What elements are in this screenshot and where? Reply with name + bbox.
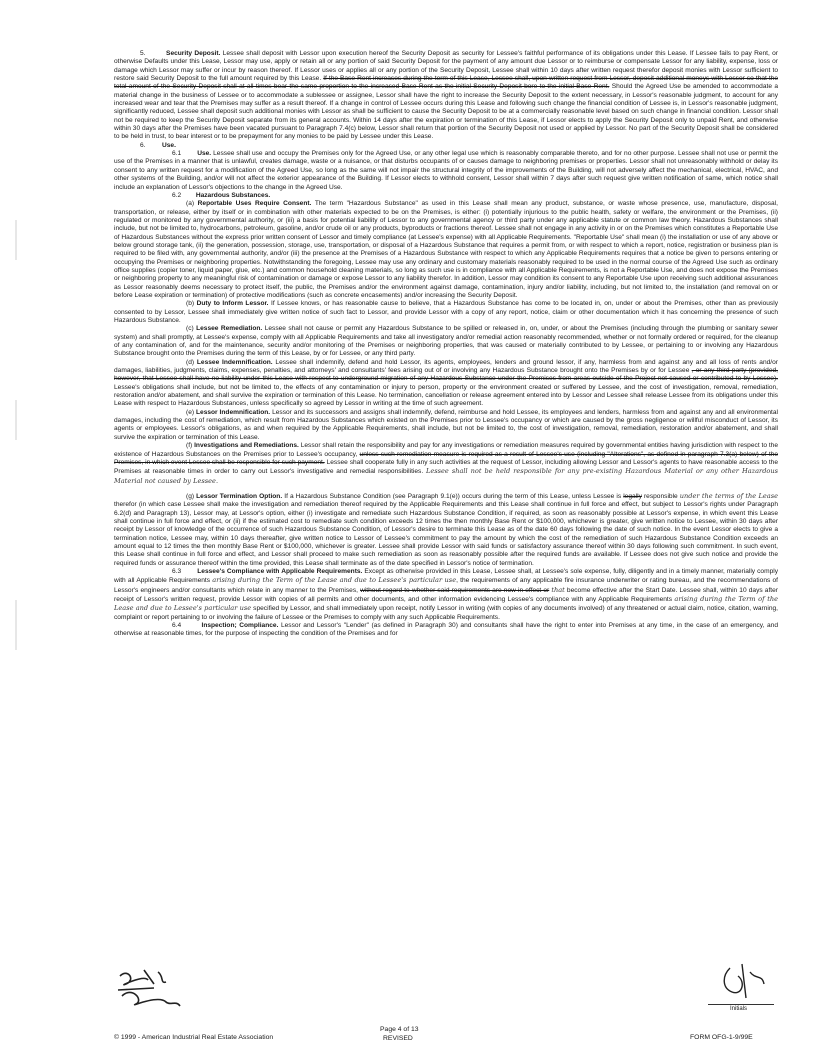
paragraph-text: Lessee shall use and occupy the Premises only for the Agreed Use, or any other legal use which is reasonably comparable thereto, and for no other purpose. Lessee shall not use or permit the use of the Premises in a manner that is unlawful, creates damage, waste or a nuisance, or that disturbs occupants of or causes damage to neighboring premises or properties. Lessor shall not unreasonably withhold or delay its consent to any written request for a modification of the Agreed Use, so long as the same will not impair the structural integrity of the improvements of the Building, will not adversely affect the mechanical, electrical, HVAC, and other systems of the Building, and/or will not affect the exterior appearance of the Building. If Lessor elects to withhold consent, Lessor shall within 7 days after such request give written notification of same, which notice shall include an explanation of Lessor's objections to the change in the Agreed Use. (114, 150, 779, 191)
paragraph-6-1 (114, 150, 778, 192)
paragraph-6-4 (114, 622, 778, 639)
subparagraph-text: Lessee shall cooperate fully in any such activities at the request of Lessor, including allowing Lessor and Lessor's agents to have reasonable access to the Premises at reasonable times in order to carry out Lessor's investigative and remedial responsibilities. (114, 458, 778, 476)
form-number: FORM OFG-1-9/99E (690, 1034, 753, 1041)
subparagraph-text: If a Hazardous Substance Condition (see Paragraph 9.1(e)) occurs during the term of this Lease, unless Lessee is (284, 492, 622, 500)
paragraph-text: become effective after the Start Date. Lessee shall, within 10 days after receipt of Lessor's written request, provide Lessor with copies of all permits and other documents, and other information evidencing Lessee's compliance with any Applicable Requirements (114, 586, 778, 603)
subparagraph-label: (b) (186, 300, 195, 308)
lessee-initials-signature (114, 966, 184, 1012)
paragraph-text: , the requirements of any applicable fire insurance underwriter or rating bureau, and the recommendations of Lessor's engineers and/or consultants which relate in any manner to the Premises, (114, 577, 778, 594)
paragraph-title: Inspection; Compliance. (201, 622, 279, 630)
initials-label: Initials (730, 1006, 748, 1012)
paragraph-text: Except as otherwise provided in this Lease, Lessee shall, at Lessee's sole expense, fully, diligently and in a timely manner, materially comply with all Applicable Requirements (114, 567, 778, 585)
handwritten-insertion: arising during the Term of the Lease and due to Lessee's particular use (114, 595, 778, 613)
subparagraph-title: Reportable Uses Require Consent. (197, 200, 312, 208)
subparagraph-title: Lessee Indemnification. (196, 358, 273, 366)
struck-text: without regard to whether said requirements are now in effect or (360, 586, 550, 594)
paragraph-number: 6.2 (172, 191, 182, 199)
handwritten-insertion: arising during the Term of the Lease and due to Lessee's particular use (212, 576, 457, 585)
section-number: 6. (140, 141, 146, 149)
paragraph-number: 6.4 (172, 622, 182, 630)
revised-label: REVISED (383, 1035, 413, 1042)
paragraph-6-2-d (114, 359, 778, 409)
subparagraph-text: therefor (in which case Lessee shall make the investigation and remediation thereof required by the Applicable Requirements and this Lease shall continue in full force and effect, but subject to Lessor's rights under Paragraph 6.2(d) and Paragraph 13), Lessor may, at Lessor's option, either (i) investigate and remediate such Hazardous Substance Condition, if required, as soon as reasonably possible at Lessor's expense, in which event this Lease shall continue in full force and effect, or (ii) if the estimated cost to remediate such condition exceeds 12 times the then monthly Base Rent or $100,000, whichever is greater, give written notice to Lessee, within 30 days after receipt by Lessor of knowledge of the occurrence of such Hazardous Substance Condition, of Lessor's desire to terminate this Lease as of the date 60 days following the date of such notice. In the event Lessor elects to give a termination notice, Lessee may, within 10 days thereafter, give written notice to Lessor of Lessee's commitment to pay the amount by which the cost of the remediation of such Hazardous Substance Condition exceeds an amount equal to 12 times the then monthly Base Rent or $100,000, whichever is greater. Lessee shall provide Lessor with said funds or satisfactory assurance thereof within 30 days following such commitment. In such event, this Lease shall continue in full force and effect, and Lessor shall proceed to make such remediation as soon as reasonably possible after the required funds are available. If Lessee does not give such notice and provide the required funds or assurance thereof within the time provided, this Lease shall terminate as of the date specified in Lessor's notice of termination. (114, 501, 778, 567)
subparagraph-label: (c) (186, 325, 194, 333)
handwritten-insertion: Lessee shall not be held responsible for any pre-existing Hazardous Material or any other Hazardous Material not caused by Lessee. (114, 467, 779, 485)
subparagraph-text: The term "Hazardous Substance" as used in this Lease shall mean any product, substance, or waste whose presence, use, manufacture, disposal, transportation, or release, either by itself or in combination with other materials expected to be on the Premises, is either: (i) potentially injurious to the public health, safety or welfare, the environment or the Premises, (ii) regulated or monitored by any governmental authority, or (iii) a basis for potential liability of Lessor to any governmental agency or third party under any applicable statute or common law theory. Hazardous Substances shall include, but not be limited to, hydrocarbons, petroleum, gasoline, and/or crude oil or any products, byproducts or fractions thereof. Lessee shall not engage in any activity in or on the Premises which constitutes a Reportable Use of Hazardous Substances without the express prior written consent of Lessor and timely compliance (at Lessee's expense) with all Applicable Requirements. "Reportable Use" shall mean (i) the installation or use of any above or below ground storage tank, (ii) the generation, possession, storage, use, transportation, or disposal of a Hazardous Substance that requires a permit from, or with respect to which a report, notice, registration or business plan is required to be filed with, any governmental authority, and/or (iii) the presence at the Premises of a Hazardous Substance with respect to which any Applicable Requirements requires that a notice be given to persons entering or occupying the Premises or neighboring properties. Notwithstanding the foregoing, Lessee may use any ordinary and customary materials reasonably required to be used in the normal course of the Agreed Use such as ordinary office supplies (copier toner, liquid paper, glue, etc.) and common household cleaning materials, so long as such use is in compliance with all Applicable Requirements, is not a Reportable Use, and does not expose the Premises or neighboring property to any meaningful risk of contamination or damage or expose Lessor to any liability therefor. In addition, Lessor may condition its consent to any Reportable Use upon receiving such additional assurances as Lessor reasonably deems necessary to protect itself, the public, the Premises and/or the environment against damage, contamination, injury and/or liability, including, but not limited to, the installation (and removal on or before Lease expiration or termination) of protective modifications (such as concrete encasements) and/or increasing the Security Deposit. (114, 200, 778, 299)
struck-text: unless such remediation measure is required as a result of Lessee's use (including "Alterations", as defined in paragraph 7.3(a) below) of the Premises, in which event Lessee shall be responsible for such payment. (114, 450, 778, 466)
paragraph-number: 6.3 (172, 567, 182, 575)
subparagraph-label: (g) (186, 492, 195, 500)
subparagraph-label: (f) (186, 442, 193, 450)
subparagraph-text: Lessee shall not cause or permit any Hazardous Substance to be spilled or released in, on, under, or about the Premises (including through the plumbing or sanitary sewer system) and shall promptly, at Lessee's expense, comply with all Applicable Requirements and take all investigatory and/or remedial action reasonably recommended, whether or not formally ordered or required, for the cleanup of any contamination of, and for the maintenance, security and/or monitoring of the Premises or neighboring properties, that was caused or materially contributed to by Lessee, or pertaining to or involving any Hazardous Substance brought onto the Premises during the term of this Lease, by or for Lessee, or any third party. (114, 325, 778, 358)
section-text: Lessee shall deposit with Lessor upon execution hereof the Security Deposit as security for Lessee's faithful performance of its obligations under this Lease. If Lessee fails to pay Rent, or otherwise Defaults under this Lease, Lessor may use, apply or retain all or any portion of said Security Deposit for the payment of any amount due Lessor or to reimburse or compensate Lessor for any liability, expense, loss or damage which Lessor may suffer or incur by reason thereof. If Lessor uses or applies all or any portion of the Security Deposit, Lessee shall within 10 days after written request therefor deposit monies with Lessor sufficient to restore said Security Deposit to the full amount required by this Lease. (114, 50, 778, 83)
paragraph-number: 6.1 (172, 150, 182, 158)
document-body (114, 50, 778, 639)
struck-text: legally (623, 492, 642, 500)
subparagraph-label: (d) (186, 358, 195, 366)
paragraph-title: Hazardous Substances. (195, 191, 271, 199)
paragraph-text: specified by Lessor, and shall immediately upon receipt, notify Lessor in writing (with copies of any documents involved) of any threatened or actual claim, notice, citation, warning, complaint or report pertaining to or involving the failure of Lessee or the Premises to comply with any such Applicable Requirements. (114, 605, 778, 621)
initials-box (708, 978, 774, 1005)
page-number: Page 4 of 13 (380, 1026, 419, 1033)
copyright-text: © 1999 - American Industrial Real Estate Association (114, 1034, 274, 1041)
section-title: Use. (162, 141, 176, 149)
paragraph-6-2-e (114, 409, 778, 442)
subparagraph-text: Lessor shall retain the responsibility and pay for any investigations or remediation measures required by governmental entities having jurisdiction with respect to the existence of Hazardous Substances on the Premises prior to Lessee's occupancy, (114, 442, 778, 458)
paragraph-6-2 (114, 192, 778, 200)
paragraph-6-3 (114, 568, 778, 622)
section-title: Security Deposit. (166, 50, 221, 57)
paragraph-6-2-a (114, 200, 778, 300)
subparagraph-text: Lessee's obligations shall include, but not be limited to, the effects of any contamination or injury to person, property or the environment created or suffered by Lessee, and the cost of investigation, removal, remediation, restoration and/or abatement, and shall survive the expiration or termination of this Lease. No termination, cancellation or release agreement entered into by Lessor and Lessee shall release Lessee from its obligations under this Lease with respect to Hazardous Substances, unless specifically so agreed by Lessor in writing at the time of such agreement. (114, 383, 778, 408)
subparagraph-title: Lessee Remediation. (196, 325, 263, 333)
subparagraph-text: Lessor and its successors and assigns shall indemnify, defend, reimburse and hold Lessee, its employees and lenders, harmless from and against any and all environmental damages, including the cost of remediation, which result from Hazardous Substances which existed on the Premises prior to Lessee's occupancy or which are caused by the gross negligence or willful misconduct of Lessor, its agents or employees. Lessor's obligations, as and when required by the Applicable Requirements, shall include, but not be limited to, the cost of investigation, removal, remediation, restoration and/or abatement, and shall survive the expiration or termination of this Lease. (114, 408, 778, 441)
handwritten-insertion: under the terms of the Lease (679, 491, 778, 500)
paragraph-6-2-g (114, 492, 778, 568)
struck-text: If the Base Rent increases during the term of this Lease, Lessee shall, upon written request from Lessor, deposit additional moneys with Lessor so that the total amount of the Security Deposit shall at all times bear the same proportion to the increased Base Rent as the initial Security Deposit bore to the initial Base Rent. (114, 75, 778, 91)
paragraph-6-2-c (114, 325, 778, 358)
section-6 (114, 142, 778, 150)
section-number: 5. (140, 50, 146, 57)
subparagraph-label: (e) (186, 408, 195, 416)
paragraph-title: Use. (197, 150, 212, 158)
subparagraph-text: If Lessee knows, or has reasonable cause to believe, that a Hazardous Substance has come to be located in, on, under or about the Premises, other than as previously consented to by Lessor, Lessee shall immediately give written notice of such fact to Lessor, and provide Lessor with a copy of any report, notice, claim or other documentation which it has concerning the presence of such Hazardous Substance. (114, 300, 778, 324)
paragraph-text: Lessor and Lessor's "Lender" (as defined in Paragraph 30) and consultants shall have the right to enter into Premises at any time, in the case of an emergency, and otherwise at reasonable times, for the purpose of inspecting the condition of the Premises and for (114, 622, 778, 638)
subparagraph-title: Lessor Termination Option. (196, 492, 283, 500)
section-text: Should the Agreed Use be amended to accommodate a material change in the business of Lessee or to accommodate a sublessee or assignee, Lessor shall have the right to increase the Security Deposit to the extent necessary, in Lessor's reasonable judgment, to account for any increased wear and tear that the Premises may suffer as a result thereof. If a change in control of Lessee occurs during this Lease and following such change the financial condition of Lessee is, in Lessor's reasonable judgment, significantly reduced, Lessee shall deposit such additional monies with Lessor as shall be sufficient to cause the Security Deposit to be at a commercially reasonable level based on such change in financial condition. Lessor shall not be required to keep the Security Deposit separate from its general accounts. Within 14 days after the expiration or termination of this Lease, if Lessor elects to apply the Security Deposit only to unpaid Rent, and otherwise within 30 days after the Premises have been vacated pursuant to Paragraph 7.4(c) below, Lessor shall return that portion of the Security Deposit not used or applied by Lessor. No part of the Security Deposit shall be considered to be held in trust, to bear interest or to be prepayment for any monies to be paid by Lessee under this Lease. (114, 83, 779, 141)
subparagraph-title: Duty to Inform Lessor. (196, 300, 269, 308)
paragraph-title: Lessee's Compliance with Applicable Requirements. (197, 567, 363, 575)
subparagraph-title: Investigations and Remediations. (194, 442, 299, 450)
subparagraph-text: Lessee shall indemnify, defend and hold Lessor, its agents, employees, lenders and ground lessor, if any, harmless from and against any and all loss of rents and/or damages, liabilities, judgments, claims, expenses, penalties, and attorneys' and consultants' fees arising out of or involving any Hazardous Substance brought onto the Premises by or for Lessee (114, 358, 778, 375)
handwritten-insertion: that (551, 585, 565, 594)
struck-text: , or any third party (provided, however, that Lessee shall have no liability under this Lease with respect to underground migration of any Hazardous Substance under the Premises from areas outside of the Project not caused or contributed to by Lessee). (114, 367, 778, 383)
subparagraph-text: responsible (643, 492, 678, 500)
paragraph-6-2-f (114, 442, 778, 486)
scan-margin-marks (8, 180, 26, 880)
paragraph-6-2-b (114, 300, 778, 325)
section-5 (114, 50, 778, 142)
subparagraph-title: Lessor Indemnification. (196, 408, 271, 416)
subparagraph-label: (a) (186, 200, 195, 208)
